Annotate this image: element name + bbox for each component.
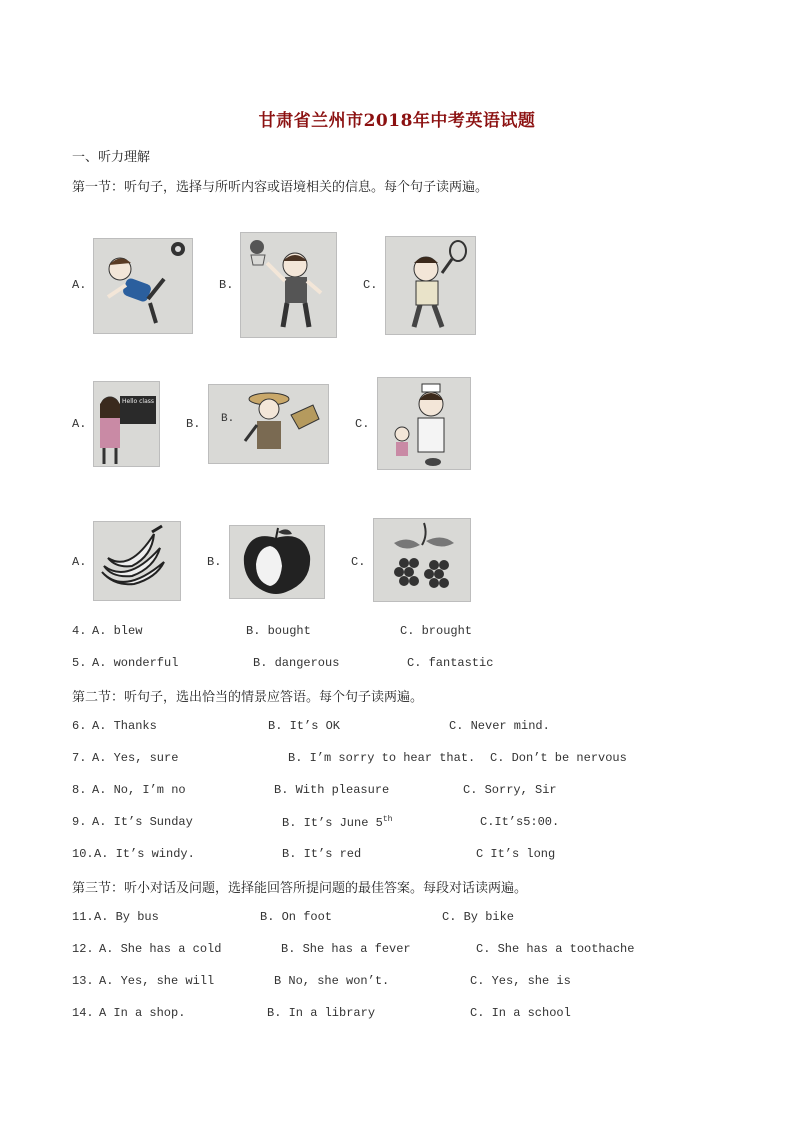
q8-option-a[interactable]: A. No, I’m no xyxy=(92,783,186,797)
q14-option-b[interactable]: B. In a library xyxy=(267,1006,376,1020)
q14-option-c[interactable]: C. In a school xyxy=(470,1006,571,1020)
q9-option-b[interactable] xyxy=(282,815,392,830)
part2-instruction: 第二节：听句子，选出恰当的情景应答语。每个句子读两遍。 xyxy=(72,690,424,705)
q8-number: 8. xyxy=(72,783,87,797)
q11-option-a[interactable]: A. By bus xyxy=(94,910,159,924)
q7-number: 7. xyxy=(72,751,87,765)
farmer-girl-icon[interactable] xyxy=(208,384,329,464)
q7-option-a[interactable]: A. Yes, sure xyxy=(92,751,179,765)
q5-option-b[interactable]: B. dangerous xyxy=(253,656,340,670)
blackboard-text: Hello class xyxy=(122,398,155,405)
row1-label-a: A. xyxy=(72,278,87,292)
q9-option-c[interactable]: C.It’s5:00. xyxy=(480,815,560,829)
q6-number: 6. xyxy=(72,719,87,733)
teacher-blackboard-icon[interactable] xyxy=(93,381,160,467)
q6-option-c[interactable]: C. Never mind. xyxy=(449,719,550,733)
part1-instruction: 第一节：听句子，选择与所听内容或语境相关的信息。每个句子读两遍。 xyxy=(72,180,489,195)
q6-option-b[interactable]: B. It’s OK xyxy=(268,719,341,733)
row3-label-c: C. xyxy=(351,555,366,569)
q5-option-a[interactable]: A. wonderful xyxy=(92,656,179,670)
q12-option-b[interactable]: B. She has a fever xyxy=(281,942,411,956)
q4-option-b[interactable]: B. bought xyxy=(246,624,311,638)
q4-number: 4. xyxy=(72,624,87,638)
q12-option-a[interactable]: A. She has a cold xyxy=(99,942,222,956)
q11-option-c[interactable]: C. By bike xyxy=(442,910,515,924)
q5-number: 5. xyxy=(72,656,87,670)
q8-option-c[interactable]: C. Sorry, Sir xyxy=(463,783,557,797)
picture-inner-label: B. xyxy=(221,413,235,425)
q8-option-b[interactable]: B. With pleasure xyxy=(274,783,390,797)
q9-option-a[interactable]: A. It’s Sunday xyxy=(92,815,193,829)
q13-number: 13. xyxy=(72,974,94,988)
q6-option-a[interactable]: A. Thanks xyxy=(92,719,157,733)
q13-option-a[interactable]: A. Yes, she will xyxy=(99,974,215,988)
q14-option-a[interactable]: A In a shop. xyxy=(99,1006,186,1020)
q5-option-c[interactable]: C. fantastic xyxy=(407,656,494,670)
bananas-icon[interactable] xyxy=(93,521,181,601)
boy-tennis-racket-icon[interactable] xyxy=(385,236,476,335)
section-heading: 一、听力理解 xyxy=(72,150,151,165)
boy-kicking-ball-icon[interactable] xyxy=(93,238,193,334)
q10-number: 10. xyxy=(72,847,94,861)
q7-option-c[interactable]: C. Don’t be nervous xyxy=(490,751,627,765)
q10-option-b[interactable]: B. It’s red xyxy=(282,847,362,861)
q7-option-b[interactable]: B. I’m sorry to hear that. xyxy=(288,751,476,765)
grapes-icon[interactable] xyxy=(373,518,471,602)
page-title: 甘肃省兰州市2018年中考英语试题 xyxy=(258,111,536,131)
q11-option-b[interactable]: B. On foot xyxy=(260,910,333,924)
q13-option-b[interactable]: B No, she won’t. xyxy=(274,974,390,988)
q14-number: 14. xyxy=(72,1006,94,1020)
row2-label-b: B. xyxy=(186,417,201,431)
row1-label-c: C. xyxy=(363,278,378,292)
q12-number: 12. xyxy=(72,942,94,956)
nurse-child-icon[interactable] xyxy=(377,377,471,470)
q9-option-b-sup: th xyxy=(382,815,393,824)
row3-label-b: B. xyxy=(207,555,222,569)
row2-label-a: A. xyxy=(72,417,87,431)
q9-option-b-text: B. It’s June 5 xyxy=(282,816,383,830)
row1-label-b: B. xyxy=(219,278,234,292)
row3-label-a: A. xyxy=(72,555,87,569)
q4-option-a[interactable]: A. blew xyxy=(92,624,143,638)
apple-icon[interactable] xyxy=(229,525,325,599)
row2-label-c: C. xyxy=(355,417,370,431)
part3-instruction: 第三节：听小对话及问题，选择能回答所提问题的最佳答案。每段对话读两遍。 xyxy=(72,881,528,896)
q10-option-a[interactable]: A. It’s windy. xyxy=(94,847,195,861)
q9-number: 9. xyxy=(72,815,87,829)
q12-option-c[interactable]: C. She has a toothache xyxy=(476,942,635,956)
boy-basketball-icon[interactable] xyxy=(240,232,337,338)
q11-number: 11. xyxy=(72,910,94,924)
q13-option-c[interactable]: C. Yes, she is xyxy=(470,974,571,988)
q10-option-c[interactable]: C It’s long xyxy=(476,847,556,861)
q4-option-c[interactable]: C. brought xyxy=(400,624,473,638)
